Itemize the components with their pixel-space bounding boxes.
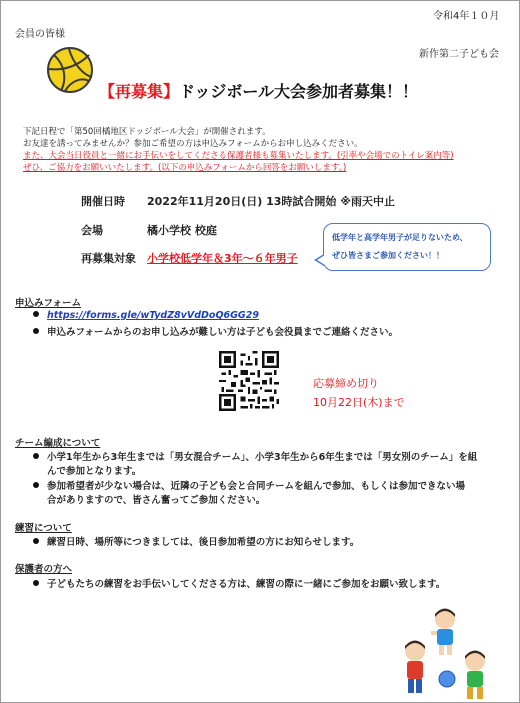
bullet [33, 482, 39, 488]
intro-line-3: また、大会当日役員と一緒にお手伝いをしてくださる保護者様も募集いたします。(引率や会場でのトイレ案内等) [23, 151, 454, 161]
intro-line-1: 下記日程で「第50回橘地区ドッジボール大会」が開催されます。 [23, 127, 271, 137]
practice-item-1 [33, 534, 359, 548]
intro-line-2: お友達を誘ってみませんか？参加ご希望の方は申込みフォームからお申し込みください。 [23, 139, 363, 149]
target-label: 再募集対象 [81, 252, 136, 265]
bullet [33, 328, 39, 334]
guardians-item-1 [33, 576, 445, 590]
teams-item-1-line-2: んで参加となります。 [47, 466, 142, 477]
bubble-line-2: ぜひ皆さまご参加ください！！ [332, 251, 444, 260]
practice-item-1-text: 練習日時、場所等につきましては、後日参加希望の方にお知らせします。 [47, 537, 360, 548]
intro-line-4: ぜひ、ご協力をお願いいたします。(以下の申込みフォームから回答をお願いします。) [23, 163, 347, 173]
teams-item-1 [33, 449, 477, 463]
teams-item-2 [33, 478, 465, 492]
guardians-heading: 保護者の方へ [15, 564, 73, 575]
deadline-date: 10月22日(木)まで [313, 396, 405, 409]
apply-heading: 申込みフォーム [15, 298, 82, 309]
bullet [33, 311, 39, 317]
title-highlight: 【再募集】 [99, 82, 180, 101]
addressee: 会員の皆様 [15, 29, 65, 40]
qr-code-icon[interactable] [219, 351, 279, 411]
teams-heading: チーム編成について [15, 438, 101, 449]
apply-url-item [33, 310, 259, 321]
teams-item-1-line-1: 小学1年生から3年生までは「男女混合チーム」、小学3年生から6年生までは「男女別のチーム」を組 [47, 452, 478, 463]
apply-note: 申込みフォームからのお申し込みが難しい方は子ども会役員までご連絡ください。 [47, 327, 399, 338]
speech-bubble [323, 223, 491, 271]
venue-value: 橘小学校 校庭 [147, 224, 217, 237]
bullet [33, 453, 39, 459]
target-value: 小学校低学年＆3年〜６年男子 [147, 252, 298, 265]
children-playing-illustration [397, 605, 515, 701]
practice-heading: 練習について [15, 523, 72, 534]
bubble-line-1: 低学年と高学年男子が足りないため、 [332, 233, 468, 242]
date-label: 開催日時 [81, 195, 125, 208]
teams-item-2-line-1: 参加希望者が少ない場合は、近隣の子ども会と合同チームを組んで参加、もしくは参加できない場 [47, 481, 466, 492]
dodgeball-icon [45, 45, 95, 95]
date-value: 2022年11月20日(日) 13時試合開始 ※雨天中止 [147, 195, 395, 208]
guardians-item-1-text: 子どもたちの練習をお手伝いしてくださる方は、練習の際に一緒にご参加をお願い致します。 [47, 579, 446, 590]
apply-note-item [33, 324, 398, 338]
page-title [99, 79, 418, 102]
venue-label: 会場 [81, 224, 103, 237]
deadline-label: 応募締め切り [313, 377, 379, 390]
form-link[interactable]: https://forms.gle/wTydZ8vVdDoQ6GG29 [47, 310, 259, 321]
bullet [33, 580, 39, 586]
bullet [33, 538, 39, 544]
organization: 新作第二子ども会 [419, 49, 499, 60]
teams-item-2-line-2: 合がありますので、皆さん奮ってご参加ください。 [47, 495, 266, 506]
title-text: ドッジボール大会参加者募集！！ [179, 82, 419, 101]
issue-date: 令和4年１０月 [433, 11, 500, 22]
